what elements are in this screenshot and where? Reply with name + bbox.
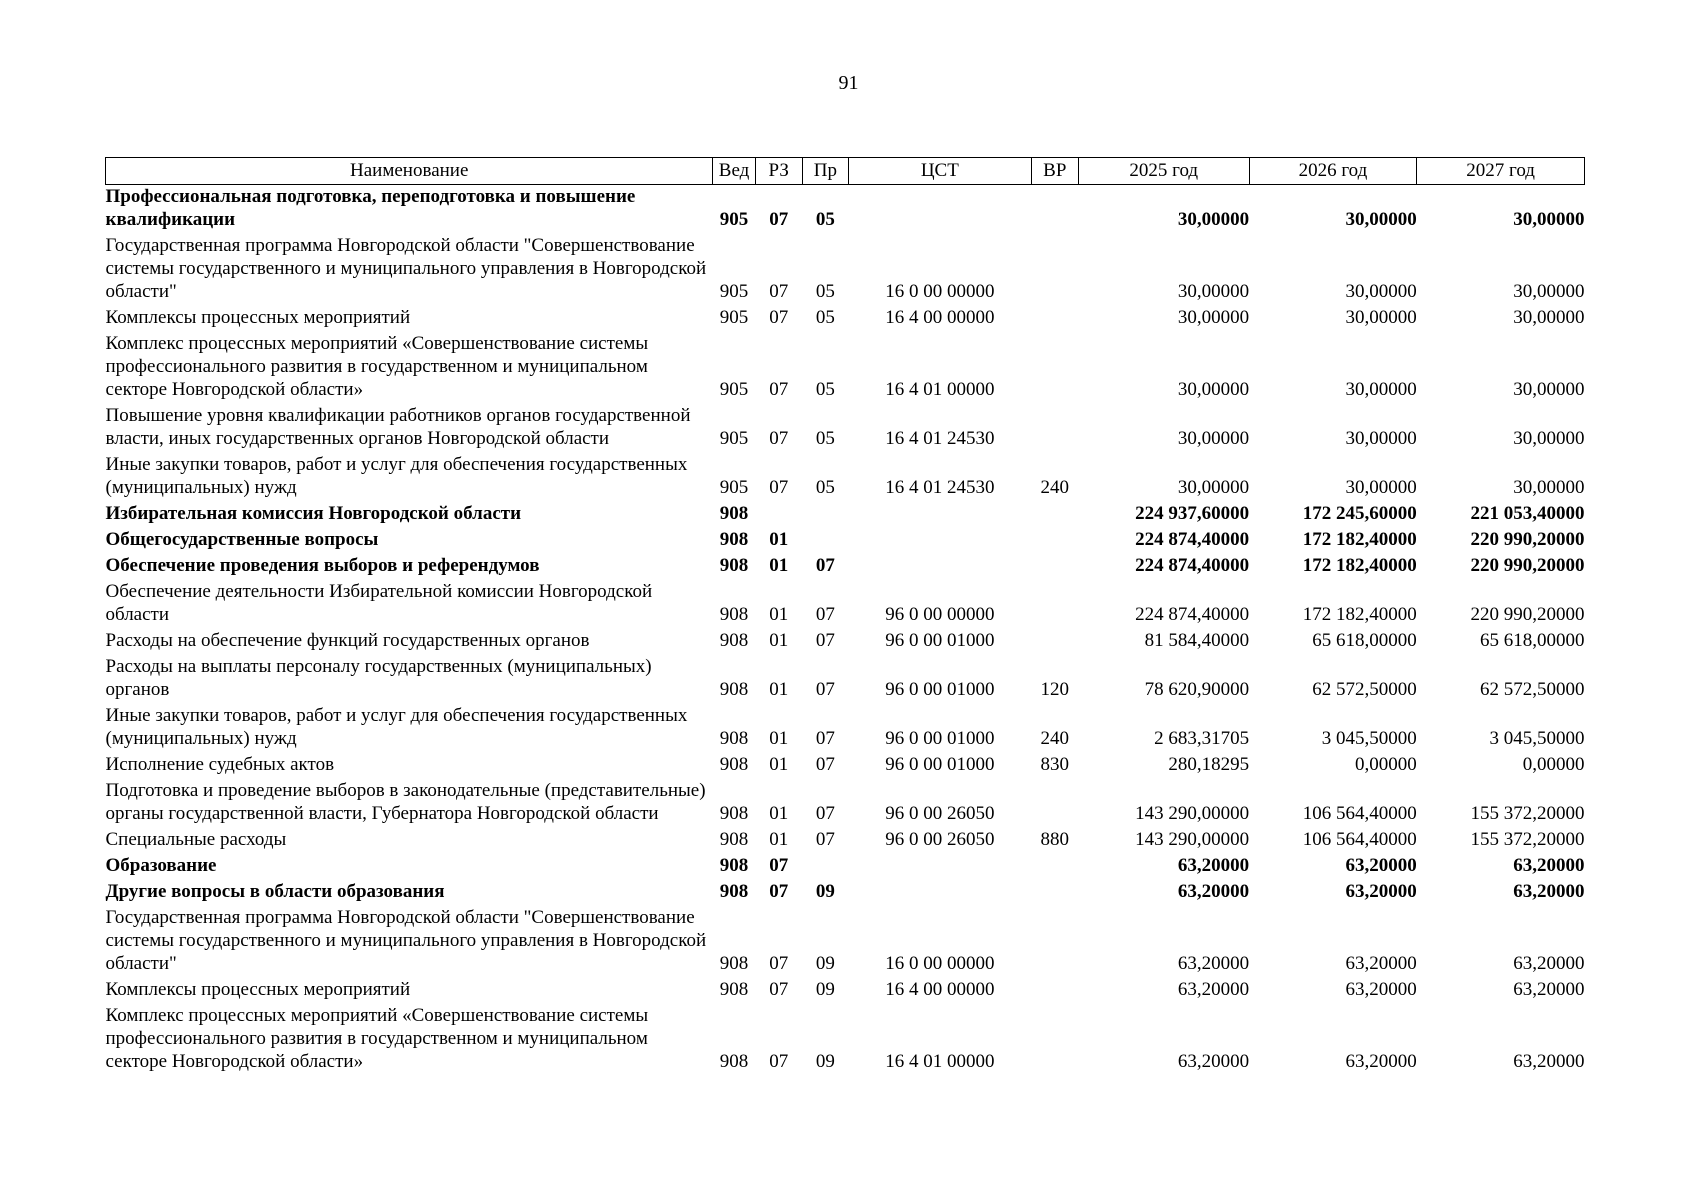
cell-cst bbox=[848, 554, 1031, 580]
cell-name: Иные закупки товаров, работ и услуг для обеспечения государственных (муниципальных) нужд bbox=[105, 705, 688, 749]
cell-ved: 908 bbox=[719, 855, 749, 876]
cell-ved: 905 bbox=[719, 281, 749, 302]
cell-vr bbox=[1031, 234, 1078, 306]
table-row bbox=[106, 554, 1585, 580]
cell-cst: 16 4 01 00000 bbox=[885, 379, 995, 400]
cell-2025: 224 937,60000 bbox=[1135, 503, 1250, 524]
cell-rz: 01 bbox=[769, 604, 789, 625]
cell-ved: 908 bbox=[719, 555, 749, 576]
cell-2025: 30,00000 bbox=[1177, 428, 1250, 449]
table-header bbox=[106, 158, 1585, 185]
cell-pr: 07 bbox=[815, 728, 835, 749]
cell-vr bbox=[1031, 779, 1078, 828]
cell-2026: 63,20000 bbox=[1345, 881, 1417, 902]
cell-2025: 2 683,31705 bbox=[1154, 728, 1250, 749]
cell-vr: 120 bbox=[1040, 679, 1070, 700]
cell-2026: 63,20000 bbox=[1345, 979, 1417, 1000]
cell-ved: 908 bbox=[719, 881, 749, 902]
cell-cst: 96 0 00 26050 bbox=[885, 803, 995, 824]
header-pr: Пр bbox=[802, 158, 848, 185]
table-row bbox=[106, 404, 1585, 453]
cell-vr: 830 bbox=[1040, 754, 1070, 775]
cell-rz bbox=[755, 502, 802, 528]
cell-vr bbox=[1031, 404, 1078, 453]
cell-2025: 63,20000 bbox=[1177, 979, 1250, 1000]
cell-name: Расходы на обеспечение функций государственных органов bbox=[105, 630, 590, 651]
cell-2027: 0,00000 bbox=[1522, 754, 1585, 775]
cell-ved: 908 bbox=[719, 630, 749, 651]
cell-2027: 30,00000 bbox=[1513, 428, 1585, 449]
cell-2025: 143 290,00000 bbox=[1135, 803, 1250, 824]
cell-cst bbox=[848, 854, 1031, 880]
cell-ved: 905 bbox=[719, 379, 749, 400]
cell-rz: 07 bbox=[769, 855, 789, 876]
cell-2025: 63,20000 bbox=[1177, 953, 1250, 974]
cell-vr bbox=[1031, 906, 1078, 978]
table-row bbox=[106, 655, 1585, 704]
cell-2026: 30,00000 bbox=[1345, 281, 1417, 302]
cell-ved: 908 bbox=[719, 503, 749, 524]
cell-2026: 30,00000 bbox=[1345, 428, 1417, 449]
table-body bbox=[106, 185, 1585, 1077]
table-row bbox=[106, 978, 1585, 1004]
cell-cst: 16 4 01 24530 bbox=[885, 428, 995, 449]
cell-rz: 01 bbox=[769, 555, 789, 576]
table-row bbox=[106, 185, 1585, 235]
cell-2027: 63,20000 bbox=[1513, 881, 1585, 902]
cell-cst: 16 4 00 00000 bbox=[885, 979, 995, 1000]
cell-pr: 07 bbox=[815, 604, 835, 625]
cell-2025: 63,20000 bbox=[1177, 881, 1250, 902]
cell-2027: 62 572,50000 bbox=[1480, 679, 1585, 700]
table-row bbox=[106, 306, 1585, 332]
cell-2027: 63,20000 bbox=[1513, 1051, 1585, 1072]
cell-2026: 62 572,50000 bbox=[1312, 679, 1417, 700]
table-row bbox=[106, 828, 1585, 854]
cell-2027: 220 990,20000 bbox=[1470, 604, 1585, 625]
cell-vr bbox=[1031, 332, 1078, 404]
cell-2026: 106 564,40000 bbox=[1302, 803, 1417, 824]
cell-vr bbox=[1031, 528, 1078, 554]
cell-cst: 96 0 00 01000 bbox=[885, 754, 995, 775]
cell-2025: 30,00000 bbox=[1177, 281, 1250, 302]
cell-pr: 05 bbox=[815, 281, 835, 302]
cell-ved: 908 bbox=[719, 829, 749, 850]
page-number: 91 bbox=[838, 72, 859, 94]
table-row bbox=[106, 234, 1585, 306]
cell-rz: 01 bbox=[769, 679, 789, 700]
cell-vr bbox=[1031, 554, 1078, 580]
table-row bbox=[106, 880, 1585, 906]
cell-name: Образование bbox=[105, 855, 217, 876]
cell-2027: 30,00000 bbox=[1513, 281, 1585, 302]
cell-name: Иные закупки товаров, работ и услуг для обеспечения государственных (муниципальных) нужд bbox=[105, 454, 688, 498]
cell-2026: 106 564,40000 bbox=[1302, 829, 1417, 850]
cell-ved: 908 bbox=[719, 728, 749, 749]
table-row bbox=[106, 779, 1585, 828]
header-name: Наименование bbox=[106, 158, 713, 185]
header-cst: ЦСТ bbox=[848, 158, 1031, 185]
cell-vr: 880 bbox=[1040, 829, 1070, 850]
cell-2027: 221 053,40000 bbox=[1470, 503, 1585, 524]
cell-2025: 143 290,00000 bbox=[1135, 829, 1250, 850]
cell-vr bbox=[1031, 580, 1078, 629]
cell-cst: 96 0 00 00000 bbox=[885, 604, 995, 625]
cell-ved: 908 bbox=[719, 1051, 749, 1072]
cell-rz: 01 bbox=[769, 630, 789, 651]
cell-2025: 224 874,40000 bbox=[1135, 555, 1250, 576]
cell-cst bbox=[848, 880, 1031, 906]
cell-2025: 224 874,40000 bbox=[1135, 604, 1250, 625]
cell-2025: 280,18295 bbox=[1168, 754, 1250, 775]
cell-pr: 07 bbox=[815, 803, 835, 824]
table-row bbox=[106, 704, 1585, 753]
cell-name: Комплекс процессных мероприятий «Совершенствование системы профессионального развития в государственном и муниципальном секторе Новгородской области» bbox=[105, 333, 649, 400]
cell-name: Государственная программа Новгородской области "Совершенствование системы государственного и муниципального управления в Новгородской области" bbox=[105, 235, 707, 302]
cell-pr: 09 bbox=[815, 1051, 835, 1072]
table-row bbox=[106, 580, 1585, 629]
cell-2025: 30,00000 bbox=[1177, 477, 1250, 498]
cell-ved: 908 bbox=[719, 979, 749, 1000]
cell-2026: 63,20000 bbox=[1345, 855, 1417, 876]
cell-2026: 3 045,50000 bbox=[1321, 728, 1417, 749]
cell-rz: 01 bbox=[769, 754, 789, 775]
cell-vr bbox=[1031, 1004, 1078, 1076]
cell-2025: 224 874,40000 bbox=[1135, 529, 1250, 550]
budget-table bbox=[105, 157, 1585, 1076]
cell-cst: 96 0 00 01000 bbox=[885, 679, 995, 700]
cell-name: Общегосударственные вопросы bbox=[105, 529, 379, 550]
cell-rz: 07 bbox=[769, 979, 789, 1000]
cell-name: Комплексы процессных мероприятий bbox=[105, 307, 411, 328]
cell-pr: 05 bbox=[815, 477, 835, 498]
cell-pr: 05 bbox=[815, 379, 835, 400]
cell-2026: 65 618,00000 bbox=[1312, 630, 1417, 651]
cell-2027: 155 372,20000 bbox=[1470, 803, 1585, 824]
cell-pr: 05 bbox=[815, 307, 835, 328]
cell-rz: 01 bbox=[769, 529, 789, 550]
cell-vr bbox=[1031, 185, 1078, 235]
cell-ved: 908 bbox=[719, 803, 749, 824]
table-row bbox=[106, 753, 1585, 779]
cell-pr: 09 bbox=[815, 979, 835, 1000]
cell-ved: 905 bbox=[719, 209, 749, 230]
cell-rz: 07 bbox=[769, 209, 789, 230]
cell-vr bbox=[1031, 880, 1078, 906]
cell-ved: 908 bbox=[719, 604, 749, 625]
cell-2026: 30,00000 bbox=[1345, 477, 1417, 498]
cell-name: Обеспечение проведения выборов и референдумов bbox=[105, 555, 540, 576]
cell-2027: 30,00000 bbox=[1513, 477, 1585, 498]
cell-rz: 07 bbox=[769, 428, 789, 449]
cell-pr bbox=[802, 528, 848, 554]
cell-pr: 09 bbox=[815, 953, 835, 974]
cell-pr: 05 bbox=[815, 209, 835, 230]
cell-name: Комплексы процессных мероприятий bbox=[105, 979, 411, 1000]
cell-vr bbox=[1031, 306, 1078, 332]
header-2025: 2025 год bbox=[1078, 158, 1249, 185]
cell-rz: 07 bbox=[769, 307, 789, 328]
cell-vr bbox=[1031, 629, 1078, 655]
cell-cst bbox=[848, 528, 1031, 554]
cell-rz: 07 bbox=[769, 477, 789, 498]
cell-2027: 30,00000 bbox=[1513, 307, 1585, 328]
cell-cst: 16 0 00 00000 bbox=[885, 281, 995, 302]
cell-2025: 81 584,40000 bbox=[1144, 630, 1250, 651]
cell-pr: 07 bbox=[815, 630, 835, 651]
cell-pr: 07 bbox=[815, 829, 835, 850]
cell-2025: 63,20000 bbox=[1177, 1051, 1250, 1072]
cell-name: Другие вопросы в области образования bbox=[105, 881, 445, 902]
cell-pr bbox=[802, 854, 848, 880]
cell-name: Профессиональная подготовка, переподготовка и повышение квалификации bbox=[105, 186, 636, 230]
cell-rz: 07 bbox=[769, 953, 789, 974]
cell-2027: 220 990,20000 bbox=[1470, 555, 1585, 576]
cell-rz: 07 bbox=[769, 881, 789, 902]
cell-2026: 172 245,60000 bbox=[1302, 503, 1417, 524]
cell-name: Повышение уровня квалификации работников органов государственной власти, иных государственных органов Новгородской области bbox=[105, 405, 691, 449]
cell-2027: 30,00000 bbox=[1513, 209, 1585, 230]
cell-name: Комплекс процессных мероприятий «Совершенствование системы профессионального развития в государственном и муниципальном секторе Новгородской области» bbox=[105, 1005, 649, 1072]
cell-2025: 78 620,90000 bbox=[1144, 679, 1250, 700]
table-row bbox=[106, 332, 1585, 404]
cell-2025: 30,00000 bbox=[1177, 209, 1250, 230]
cell-name: Государственная программа Новгородской области "Совершенствование системы государственного и муниципального управления в Новгородской области" bbox=[105, 907, 707, 974]
cell-cst: 96 0 00 01000 bbox=[885, 728, 995, 749]
cell-cst: 96 0 00 26050 bbox=[885, 829, 995, 850]
cell-ved: 905 bbox=[719, 307, 749, 328]
cell-pr: 07 bbox=[815, 754, 835, 775]
cell-rz: 07 bbox=[769, 281, 789, 302]
cell-name: Расходы на выплаты персоналу государственных (муниципальных) органов bbox=[105, 656, 652, 700]
cell-cst: 16 4 01 00000 bbox=[885, 1051, 995, 1072]
cell-cst: 16 0 00 00000 bbox=[885, 953, 995, 974]
cell-2026: 172 182,40000 bbox=[1302, 555, 1417, 576]
table-row bbox=[106, 528, 1585, 554]
cell-pr: 09 bbox=[815, 881, 835, 902]
cell-2026: 63,20000 bbox=[1345, 1051, 1417, 1072]
cell-rz: 01 bbox=[769, 728, 789, 749]
cell-name: Специальные расходы bbox=[105, 829, 287, 850]
cell-rz: 01 bbox=[769, 829, 789, 850]
cell-pr: 07 bbox=[815, 555, 835, 576]
cell-rz: 07 bbox=[769, 1051, 789, 1072]
cell-ved: 905 bbox=[719, 477, 749, 498]
table-row bbox=[106, 453, 1585, 502]
cell-2026: 172 182,40000 bbox=[1302, 529, 1417, 550]
cell-2027: 65 618,00000 bbox=[1480, 630, 1585, 651]
cell-vr bbox=[1031, 978, 1078, 1004]
table-row bbox=[106, 629, 1585, 655]
header-2026: 2026 год bbox=[1249, 158, 1417, 185]
cell-2026: 30,00000 bbox=[1345, 379, 1417, 400]
header-2027: 2027 год bbox=[1417, 158, 1585, 185]
cell-cst: 96 0 00 01000 bbox=[885, 630, 995, 651]
cell-name: Обеспечение деятельности Избирательной комиссии Новгородской области bbox=[105, 581, 653, 625]
cell-2027: 30,00000 bbox=[1513, 379, 1585, 400]
cell-2026: 30,00000 bbox=[1345, 209, 1417, 230]
cell-2027: 220 990,20000 bbox=[1470, 529, 1585, 550]
cell-2025: 30,00000 bbox=[1177, 307, 1250, 328]
cell-2025: 63,20000 bbox=[1177, 855, 1250, 876]
cell-cst bbox=[848, 502, 1031, 528]
header-ved: Вед bbox=[713, 158, 755, 185]
cell-vr bbox=[1031, 502, 1078, 528]
cell-ved: 908 bbox=[719, 679, 749, 700]
cell-ved: 908 bbox=[719, 953, 749, 974]
cell-rz: 07 bbox=[769, 379, 789, 400]
header-vr: ВР bbox=[1031, 158, 1078, 185]
table-row bbox=[106, 854, 1585, 880]
cell-pr bbox=[802, 502, 848, 528]
cell-cst bbox=[848, 185, 1031, 235]
table-row bbox=[106, 1004, 1585, 1076]
header-row bbox=[106, 158, 1585, 185]
cell-vr bbox=[1031, 854, 1078, 880]
cell-cst: 16 4 01 24530 bbox=[885, 477, 995, 498]
table-row bbox=[106, 906, 1585, 978]
cell-pr: 07 bbox=[815, 679, 835, 700]
cell-rz: 01 bbox=[769, 803, 789, 824]
cell-2027: 63,20000 bbox=[1513, 855, 1585, 876]
cell-2026: 0,00000 bbox=[1355, 754, 1417, 775]
cell-cst: 16 4 00 00000 bbox=[885, 307, 995, 328]
cell-2026: 30,00000 bbox=[1345, 307, 1417, 328]
cell-name: Исполнение судебных актов bbox=[105, 754, 335, 775]
cell-2027: 63,20000 bbox=[1513, 979, 1585, 1000]
cell-2027: 63,20000 bbox=[1513, 953, 1585, 974]
cell-ved: 908 bbox=[719, 529, 749, 550]
cell-ved: 908 bbox=[719, 754, 749, 775]
cell-name: Подготовка и проведение выборов в законодательные (представительные) органы государственной власти, Губернатора Новгородской области bbox=[105, 780, 706, 824]
cell-pr: 05 bbox=[815, 428, 835, 449]
table-row bbox=[106, 502, 1585, 528]
cell-2027: 155 372,20000 bbox=[1470, 829, 1585, 850]
cell-2025: 30,00000 bbox=[1177, 379, 1250, 400]
header-rz: РЗ bbox=[755, 158, 802, 185]
cell-ved: 905 bbox=[719, 428, 749, 449]
cell-2026: 172 182,40000 bbox=[1302, 604, 1417, 625]
cell-2026: 63,20000 bbox=[1345, 953, 1417, 974]
cell-name: Избирательная комиссия Новгородской области bbox=[105, 503, 522, 524]
cell-2027: 3 045,50000 bbox=[1489, 728, 1585, 749]
cell-vr: 240 bbox=[1040, 477, 1070, 498]
cell-vr: 240 bbox=[1040, 728, 1070, 749]
